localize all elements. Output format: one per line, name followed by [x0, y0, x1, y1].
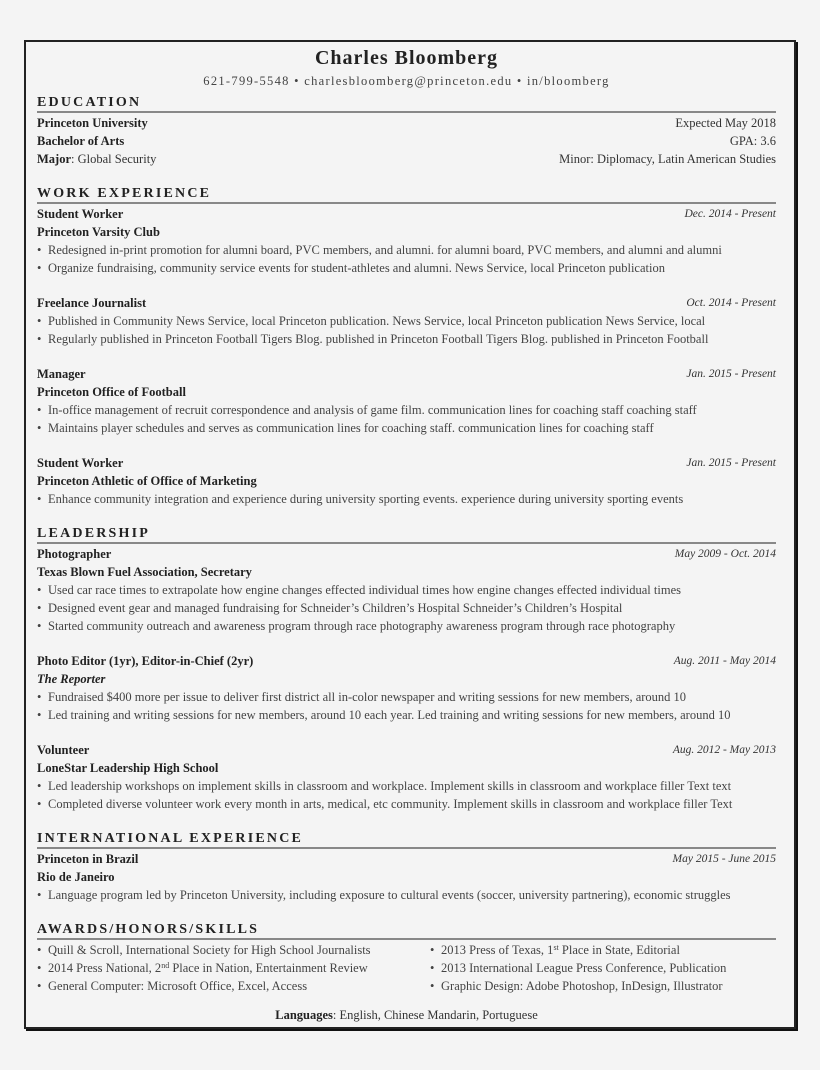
role: Volunteer: [37, 743, 90, 757]
gpa: GPA: 3.6: [729, 134, 776, 148]
bullet-item: [37, 795, 776, 813]
leadership-entry-2-org: [37, 670, 776, 688]
bullet-icon: •: [37, 888, 42, 902]
award-text: 2013 International League Press Conference, Publication: [441, 961, 727, 975]
work-entry-1-org: [37, 223, 776, 241]
award-row: [37, 959, 776, 977]
role-date: Aug. 2011 - May 2014: [673, 655, 776, 667]
role-date: Aug. 2012 - May 2013: [672, 744, 776, 756]
international-location-row: [37, 868, 776, 886]
award-item: [430, 977, 723, 995]
bullet-item: [37, 706, 776, 724]
program-date: May 2015 - June 2015: [672, 853, 776, 865]
job-org: Princeton Office of Football: [37, 385, 186, 399]
award-item: [37, 977, 307, 995]
role: Photographer: [37, 547, 112, 561]
contact-line: 621-799-5548 • charlesbloomberg@princeton.edu • in/bloomberg: [203, 74, 610, 88]
bullet-item: [37, 312, 776, 330]
bullet-icon: •: [37, 601, 42, 615]
award-text: Graphic Design: Adobe Photoshop, InDesign, Illustrator: [441, 979, 723, 993]
bullet-icon: •: [37, 797, 42, 811]
bullet-item: [37, 241, 776, 259]
bullet-item: [37, 886, 776, 904]
ordinal-suffix: nd: [161, 961, 170, 970]
program: Princeton in Brazil: [37, 852, 139, 866]
section-title-work: WORK EXPERIENCE: [37, 185, 776, 204]
bullet-item: [37, 259, 776, 277]
section-title-awards: AWARDS/HONORS/SKILLS: [37, 921, 776, 940]
bullet-icon: •: [37, 421, 42, 435]
bullet-icon: •: [37, 619, 42, 633]
work-entry-4-org: [37, 472, 776, 490]
languages-value: : English, Chinese Mandarin, Portuguese: [332, 1008, 538, 1022]
bullet-item: [37, 617, 776, 635]
award-text: 2014 Press National, 2: [48, 961, 162, 975]
award-text: Quill & Scroll, International Society for High School Journalists: [48, 943, 371, 957]
bullet-text: In-office management of recruit correspondence and analysis of game film. communication lines for coaching staff coaching staff: [48, 403, 697, 417]
bullet-text: Language program led by Princeton University, including exposure to cultural events (soccer, university partnering), economic struggles: [48, 888, 731, 902]
award-row: [37, 977, 776, 995]
org: The Reporter: [37, 672, 106, 686]
bullet-text: Used car race times to extrapolate how engine changes effected individual times how engine changes effected individual times: [48, 583, 681, 597]
bullet-item: [37, 490, 776, 508]
bullet-text: Fundraised $400 more per issue to deliver first district all in-color newspaper and writing sessions for new members, around 10: [48, 690, 687, 704]
bullet-icon: •: [37, 314, 42, 328]
bullet-text: Enhance community integration and experience during university sporting events. experience during university sporting events: [48, 492, 684, 506]
org: Texas Blown Fuel Association, Secretary: [37, 565, 252, 579]
bullet-text: Designed event gear and managed fundraising for Schneider’s Children’s Hospital Schneider’s Children’s Hospital: [48, 601, 623, 615]
minor: Minor: Diplomacy, Latin American Studies: [559, 152, 776, 166]
bullet-icon: •: [37, 261, 42, 275]
bullet-item: [37, 777, 776, 795]
bullet-icon: •: [37, 943, 42, 957]
international-header: [37, 850, 776, 868]
award-item: [37, 959, 368, 977]
job-date: Dec. 2014 - Present: [684, 208, 776, 220]
work-entry-3-header: [37, 365, 776, 383]
education-row-school: [37, 114, 776, 132]
work-entry-2-header: [37, 294, 776, 312]
job-role: Student Worker: [37, 207, 124, 221]
org: LoneStar Leadership High School: [37, 761, 219, 775]
bullet-text: Published in Community News Service, local Princeton publication. News Service, local Princeton publication News Service, local: [48, 314, 706, 328]
section-title-leadership: LEADERSHIP: [37, 525, 776, 544]
education-row-major: [37, 150, 776, 168]
bullet-item: [37, 688, 776, 706]
bullet-text: Regularly published in Princeton Football Tigers Blog. published in Princeton Football Tigers Blog. published in Princeton Football: [48, 332, 709, 346]
section-title-education: EDUCATION: [37, 94, 776, 113]
major: [37, 150, 156, 168]
job-date: Jan. 2015 - Present: [686, 457, 776, 469]
job-org: Princeton Athletic of Office of Marketing: [37, 474, 257, 488]
bullet-text: Started community outreach and awareness program through race photography awareness program through race photography: [48, 619, 676, 633]
bullet-icon: •: [37, 403, 42, 417]
bullet-item: [37, 419, 776, 437]
bullet-icon: •: [37, 779, 42, 793]
bullet-icon: •: [430, 961, 435, 975]
bullet-icon: •: [430, 979, 435, 993]
work-entry-1-header: [37, 205, 776, 223]
work-entry-3-org: [37, 383, 776, 401]
bullet-icon: •: [37, 332, 42, 346]
award-text: Place in State, Editorial: [558, 943, 680, 957]
major-label: Major: [37, 152, 72, 166]
award-text: General Computer: Microsoft Office, Excel, Access: [48, 979, 308, 993]
award-row: [37, 941, 776, 959]
bullet-text: Completed diverse volunteer work every month in arts, medical, etc community. Implement skills in classroom and workplace filler Text: [48, 797, 733, 811]
bullet-text: Redesigned in-print promotion for alumni board, PVC members, and alumni. for alumni board, PVC members, and alumni and alumni: [48, 243, 722, 257]
job-date: Jan. 2015 - Present: [686, 368, 776, 380]
candidate-name: Charles Bloomberg: [314, 47, 499, 69]
leadership-entry-1-org: [37, 563, 776, 581]
bullet-text: Organize fundraising, community service events for student-athletes and alumni. News Service, local Princeton publication: [48, 261, 665, 275]
bullet-icon: •: [37, 492, 42, 506]
leadership-entry-1-header: [37, 545, 776, 563]
education-row-degree: [37, 132, 776, 150]
bullet-text: Led training and writing sessions for new members, around 10 each year. Led training and writing sessions for new members, around 10: [48, 708, 731, 722]
resume-page: [24, 40, 796, 1029]
role-date: May 2009 - Oct. 2014: [674, 548, 776, 560]
ordinal-suffix: st: [553, 943, 559, 952]
leadership-entry-2-header: [37, 652, 776, 670]
section-title-international: INTERNATIONAL EXPERIENCE: [37, 830, 776, 849]
major-value: : Global Security: [71, 152, 157, 166]
job-org: Princeton Varsity Club: [37, 225, 160, 239]
bullet-text: Maintains player schedules and serves as communication lines for coaching staff. communication lines for coaching staff: [48, 421, 654, 435]
job-role: Manager: [37, 367, 86, 381]
job-role: Student Worker: [37, 456, 124, 470]
degree: Bachelor of Arts: [37, 134, 125, 148]
location: Rio de Janeiro: [37, 870, 115, 884]
languages-row: [37, 1006, 776, 1024]
role: Photo Editor (1yr), Editor-in-Chief (2yr): [37, 654, 254, 668]
award-text: Place in Nation, Entertainment Review: [169, 961, 368, 975]
bullet-item: [37, 599, 776, 617]
award-item: [430, 959, 726, 977]
job-role: Freelance Journalist: [37, 296, 147, 310]
bullet-text: Led leadership workshops on implement skills in classroom and workplace. Implement skills in classroom and workplace filler Text text: [48, 779, 732, 793]
bullet-icon: •: [37, 243, 42, 257]
languages-label: Languages: [275, 1008, 333, 1022]
award-item: [430, 941, 680, 959]
leadership-entry-3-org: [37, 759, 776, 777]
bullet-icon: •: [37, 979, 42, 993]
leadership-entry-3-header: [37, 741, 776, 759]
bullet-icon: •: [430, 943, 435, 957]
bullet-item: [37, 401, 776, 419]
work-entry-4-header: [37, 454, 776, 472]
bullet-item: [37, 330, 776, 348]
bullet-icon: •: [37, 690, 42, 704]
job-date: Oct. 2014 - Present: [686, 297, 776, 309]
bullet-icon: •: [37, 583, 42, 597]
bullet-item: [37, 581, 776, 599]
bullet-icon: •: [37, 961, 42, 975]
award-item: [37, 941, 371, 959]
graduation-date: Expected May 2018: [675, 116, 776, 130]
school-name: Princeton University: [37, 116, 148, 130]
bullet-icon: •: [37, 708, 42, 722]
award-text: 2013 Press of Texas, 1: [441, 943, 554, 957]
